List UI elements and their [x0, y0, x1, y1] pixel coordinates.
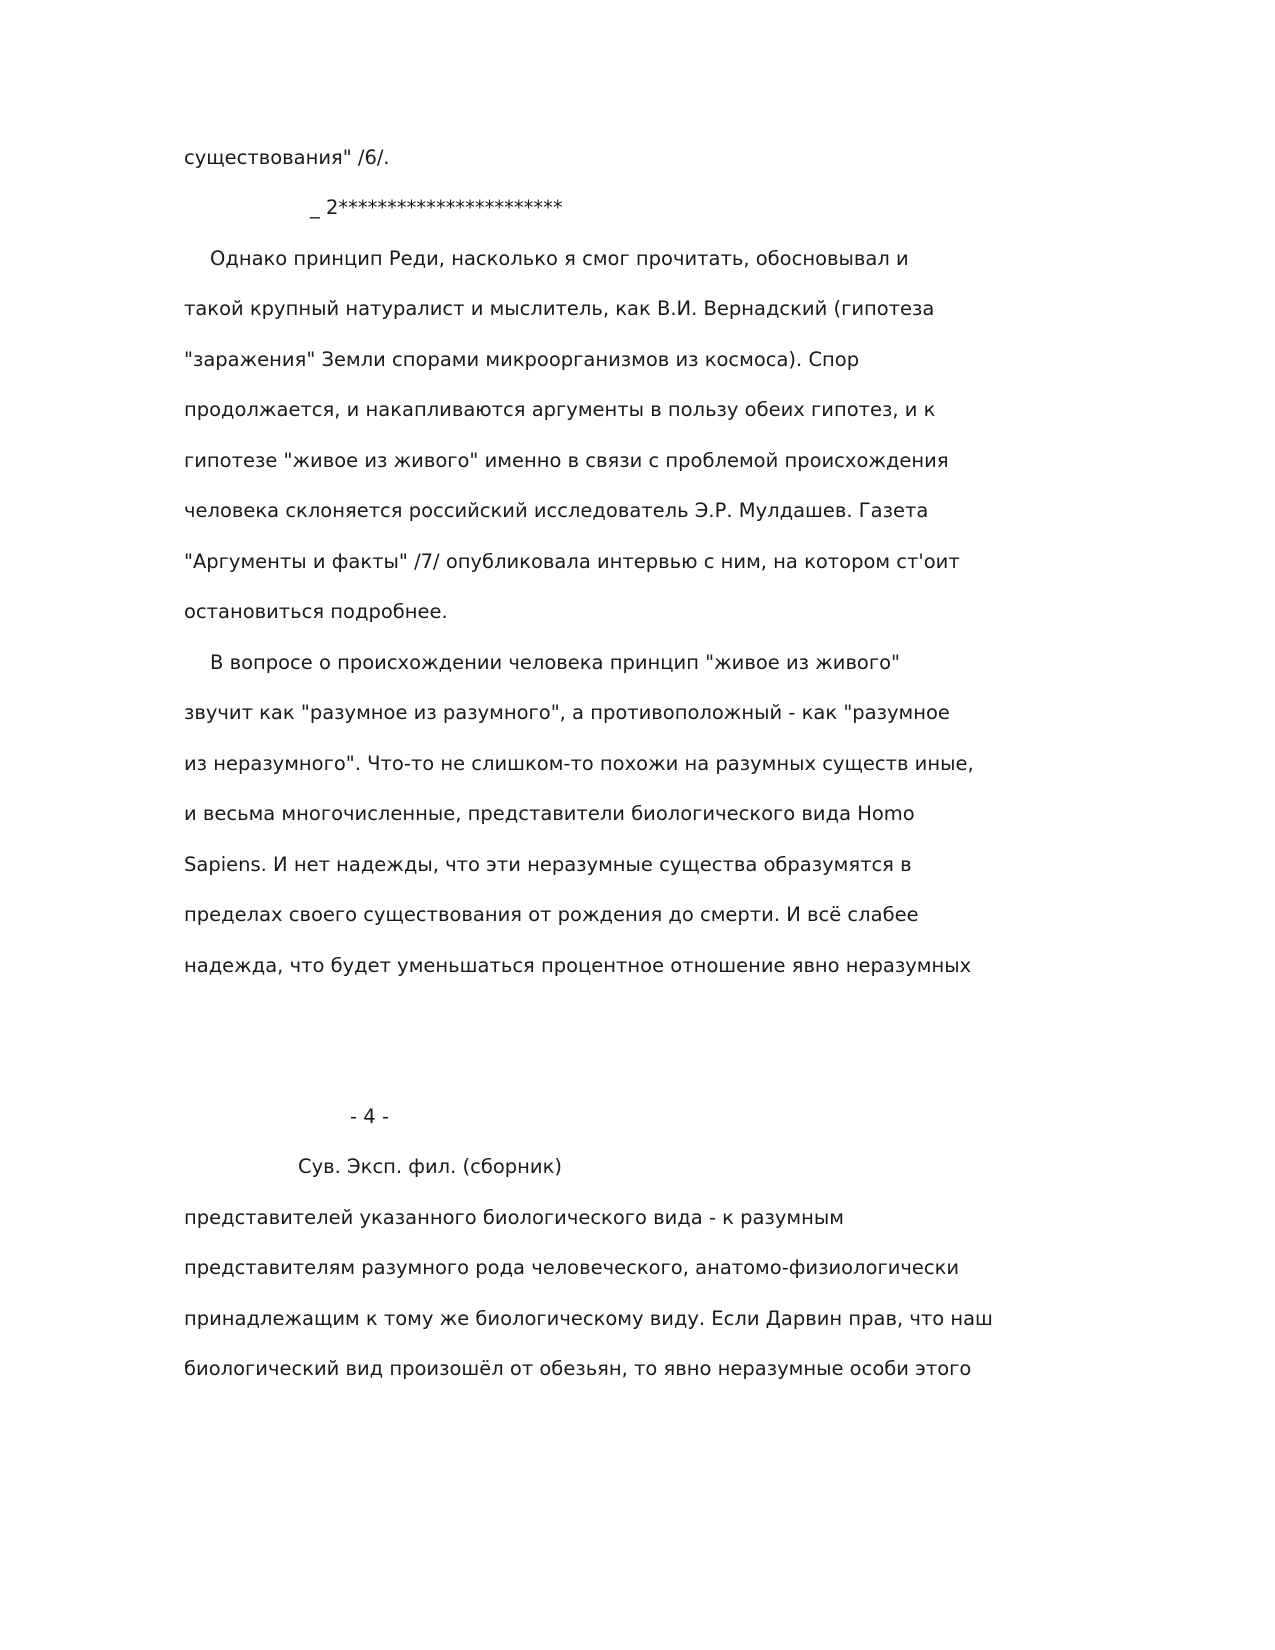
text-line: гипотезе "живое из живого" именно в связи с проблемой происхождения — [184, 449, 949, 472]
text-line: Sapiens. И нет надежды, что эти неразумные существа образумятся в — [184, 853, 912, 876]
text-line: звучит как "разумное из разумного", а противоположный - как "разумное — [184, 701, 950, 724]
text-line: принадлежащим к тому же биологическому виду. Если Дарвин прав, что наш — [184, 1307, 993, 1330]
text-line: человека склоняется российский исследователь Э.Р. Мулдашев. Газета — [184, 499, 929, 522]
paragraph-first-line: В вопросе о происхождении человека принцип "живое из живого" — [210, 651, 901, 674]
page-number: - 4 - — [350, 1105, 389, 1128]
text-line: из неразумного". Что-то не слишком-то похожи на разумных существ иные, — [184, 752, 974, 775]
text-line: представителей указанного биологического вида - к разумным — [184, 1206, 844, 1229]
section-separator: _ 2*********************** — [310, 196, 563, 219]
text-line: и весьма многочисленные, представители биологического вида Homo — [184, 802, 915, 825]
text-line: пределах своего существования от рождения до смерти. И всё слабее — [184, 903, 919, 926]
text-line: "Аргументы и факты" /7/ опубликовала интервью с ним, на котором ст'оит — [184, 550, 960, 573]
text-line: надежда, что будет уменьшаться процентное отношение явно неразумных — [184, 954, 972, 977]
paragraph-first-line: Однако принцип Реди, насколько я смог прочитать, обосновывал и — [210, 247, 909, 270]
text-line: биологический вид произошёл от обезьян, то явно неразумные особи этого — [184, 1357, 972, 1380]
running-header: Сув. Эксп. фил. (сборник) — [298, 1155, 562, 1178]
text-line: такой крупный натуралист и мыслитель, как В.И. Вернадский (гипотеза — [184, 297, 935, 320]
text-line: существования" /6/. — [184, 146, 390, 169]
text-line: представителям разумного рода человеческого, анатомо-физиологически — [184, 1256, 960, 1279]
text-line: "заражения" Земли спорами микроорганизмов из космоса). Спор — [184, 348, 860, 371]
text-line: продолжается, и накапливаются аргументы в пользу обеих гипотез, и к — [184, 398, 936, 421]
text-line: остановиться подробнее. — [184, 600, 448, 623]
